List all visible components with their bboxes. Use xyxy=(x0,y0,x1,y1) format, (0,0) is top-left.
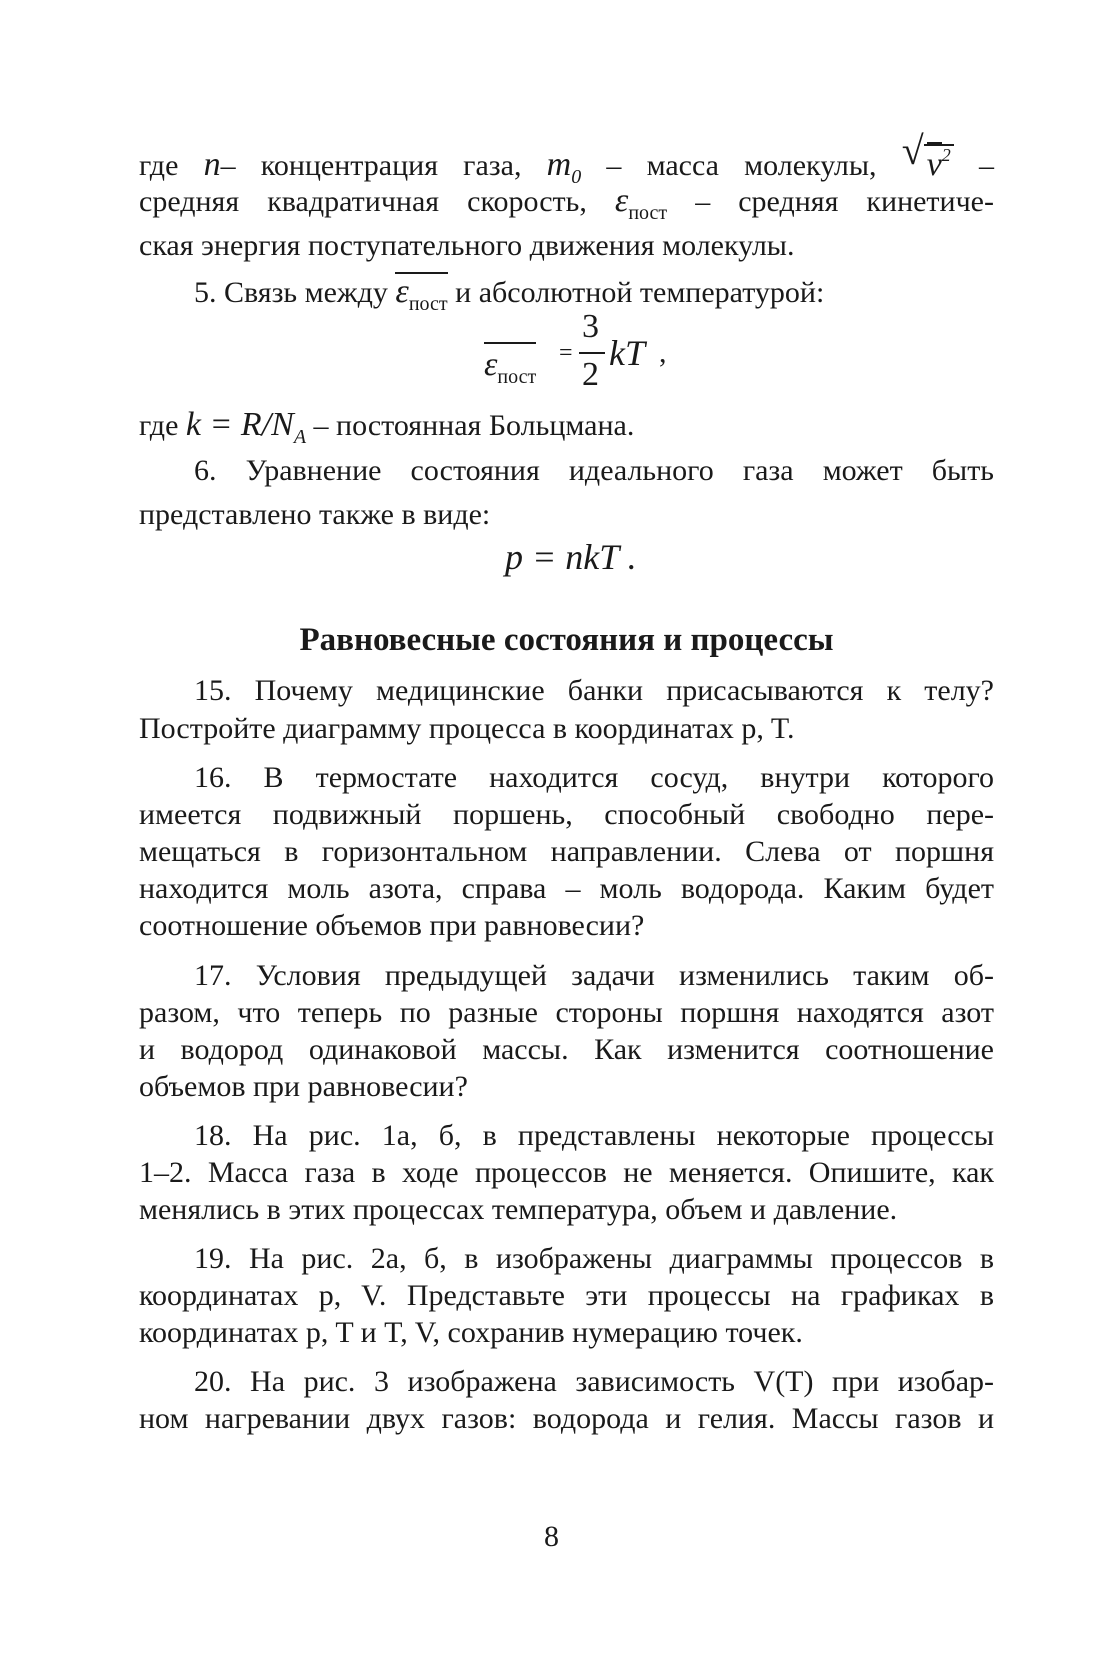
text-line-3: ская энергия поступательного движения молекулы. xyxy=(139,229,795,262)
math-rms-velocity: √ $v^2$ xyxy=(902,136,954,184)
problem-17-line-4: объемов при равновесии? xyxy=(139,1070,468,1103)
fraction-denominator: 2 xyxy=(582,356,599,393)
problem-15-line-1: 15. Почему медицинские банки присасываются к телу? xyxy=(194,674,994,707)
text-line-1: где n– концентрация газа, $m_0$ – масса молекулы, √ $v^2$ – xyxy=(139,128,994,188)
fraction-numerator: 3 xyxy=(582,308,599,345)
text-line-6: где $k = R/N_A$ – постоянная Больцмана. xyxy=(139,406,635,448)
problem-20-line-1: 20. На рис. 3 изображена зависимость V(T) при изобар- xyxy=(194,1365,994,1398)
problem-17-line-1: 17. Условия предыдущей задачи изменились таким об- xyxy=(194,959,994,992)
problem-16-line-1: 16. В термостате находится сосуд, внутри которого xyxy=(194,761,994,794)
text-line-2: средняя квадратичная скорость, $\varepsilon_{пост}$ – средняя кинетиче- xyxy=(139,182,994,224)
problem-18-line-2: 1–2. Масса газа в ходе процессов не меняется. Опишите, как xyxy=(139,1156,994,1189)
problem-17-line-3: и водород одинаковой массы. Как изменится соотношение xyxy=(139,1033,994,1066)
page-number: 8 xyxy=(544,1520,559,1553)
problem-19-line-2: координатах p, V. Представьте эти процессы на графиках в xyxy=(139,1279,994,1312)
problem-17-line-2: разом, что теперь по разные стороны поршня находятся азот xyxy=(139,996,994,1029)
formula-ideal-gas: p = nkT . xyxy=(505,537,637,577)
math-boltzmann-def: $k = R/N_A$ xyxy=(185,406,307,448)
formula-energy-temperature: $\varepsilon_{пост}$ = 3 2 kT , xyxy=(484,308,667,393)
math-eps-post: $\varepsilon_{пост}$ xyxy=(614,182,668,224)
fraction-bar xyxy=(579,352,605,354)
section-heading: Равновесные состояния и процессы xyxy=(299,622,834,658)
problem-16-line-5: соотношение объемов при равновесии? xyxy=(139,909,645,942)
math-m0: $m_0$ xyxy=(546,146,582,188)
text-line-8: представлено также в виде: xyxy=(139,498,491,531)
text-line-4: 5. Связь между $\varepsilon_{пост}$ и абсолютной температурой: xyxy=(194,273,825,315)
text-line-7: 6. Уравнение состояния идеального газа может быть xyxy=(194,454,994,487)
problem-20-line-2: ном нагревании двух газов: водорода и гелия. Массы газов и xyxy=(139,1402,994,1435)
problem-19-line-3: координатах p, T и T, V, сохранив нумерацию точек. xyxy=(139,1316,803,1349)
formula-lhs: $\varepsilon_{пост}$ xyxy=(484,342,536,389)
math-n: n xyxy=(203,146,221,183)
problem-15-line-2: Постройте диаграмму процесса в координатах p, T. xyxy=(139,712,795,745)
problem-18-line-1: 18. На рис. 1а, б, в представлены некоторые процессы xyxy=(194,1119,994,1152)
problem-19-line-1: 19. На рис. 2а, б, в изображены диаграммы процессов в xyxy=(194,1242,994,1275)
problem-16-line-3: мещаться в горизонтальном направлении. Слева от поршня xyxy=(139,835,994,868)
problem-16-line-4: находится моль азота, справа – моль водорода. Каким будет xyxy=(139,872,994,905)
problem-16-line-2: имеется подвижный поршень, способный свободно пере- xyxy=(139,798,994,831)
math-eps-post-mean: $\varepsilon_{пост}$ xyxy=(395,273,448,315)
problem-18-line-3: менялись в этих процессах температура, объем и давление. xyxy=(139,1193,898,1226)
